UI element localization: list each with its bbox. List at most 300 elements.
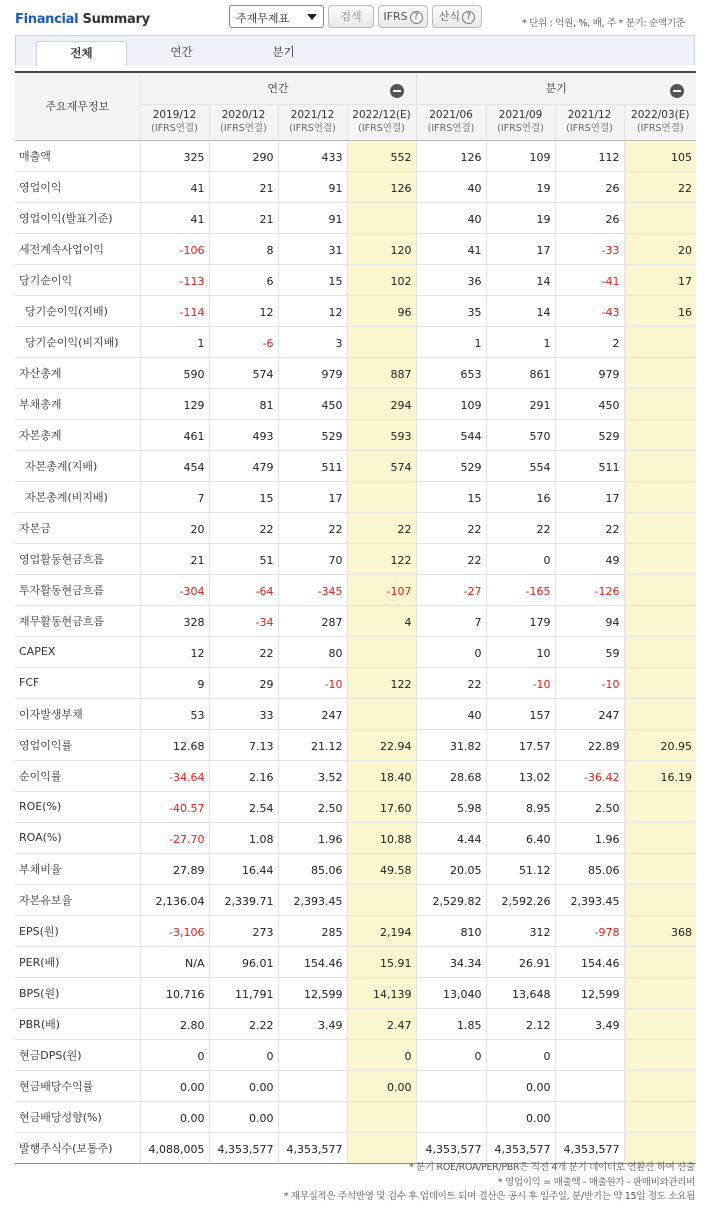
table-cell: 15: [278, 264, 347, 295]
table-cell: [347, 1132, 416, 1163]
table-cell: [624, 698, 696, 729]
table-cell: 27.89: [140, 853, 209, 884]
help-circle-icon: ?: [462, 11, 475, 24]
table-cell: 22: [416, 543, 486, 574]
table-cell: 112: [555, 140, 624, 171]
table-cell: [624, 202, 696, 233]
table-row: [15, 295, 696, 326]
table-cell: 2,339.71: [209, 884, 278, 915]
table-row: [15, 884, 696, 915]
table-cell: -345: [278, 574, 347, 605]
row-label: 자본총계(지배): [15, 450, 140, 481]
table-cell: 154.46: [555, 946, 624, 977]
table-cell: 22: [555, 512, 624, 543]
table-cell: 22.89: [555, 729, 624, 760]
table-cell: 4.44: [416, 822, 486, 853]
table-cell: [624, 1070, 696, 1101]
table-cell: [347, 481, 416, 512]
table-cell: [624, 481, 696, 512]
row-label: 영업활동현금흐름: [15, 543, 140, 574]
table-cell: 12: [278, 295, 347, 326]
table-row: [15, 326, 696, 357]
quarter-group-header: [416, 72, 696, 104]
table-cell: 1.08: [209, 822, 278, 853]
table-cell: 35: [416, 295, 486, 326]
table-cell: 19: [486, 202, 555, 233]
table-cell: 40: [416, 171, 486, 202]
table-cell: [347, 884, 416, 915]
table-row: [15, 202, 696, 233]
table-cell: [624, 1039, 696, 1070]
column-basis: (IFRS연결): [220, 123, 267, 134]
table-cell: 7: [140, 481, 209, 512]
table-cell: 10: [486, 636, 555, 667]
table-row: [15, 512, 696, 543]
table-cell: 2.54: [209, 791, 278, 822]
table-row: [15, 853, 696, 884]
table-cell: 70: [278, 543, 347, 574]
row-label: 발행주식수(보통주): [15, 1132, 140, 1163]
table-cell: -34: [209, 605, 278, 636]
row-label: 당기순이익: [15, 264, 140, 295]
table-row: [15, 915, 696, 946]
table-cell: -34.64: [140, 760, 209, 791]
table-cell: 21: [209, 202, 278, 233]
table-cell: 544: [416, 419, 486, 450]
table-cell: 529: [278, 419, 347, 450]
table-cell: 12: [209, 295, 278, 326]
row-label: BPS(원): [15, 977, 140, 1008]
table-cell: 1.96: [555, 822, 624, 853]
formula-label: 산식: [438, 10, 461, 23]
column-date: 2022/12(E): [352, 109, 411, 121]
column-basis: (IFRS연결): [289, 123, 336, 134]
table-cell: 15: [209, 481, 278, 512]
row-label: 자본총계: [15, 419, 140, 450]
table-cell: 20.95: [624, 729, 696, 760]
footnote: * 재무실적은 주석반영 및 검수 후 업데이트 되며 결산은 공시 후 일주일, 분/반기는 약 15일 정도 소요됨: [283, 1191, 695, 1202]
column-basis: (IFRS연결): [151, 123, 198, 134]
table-row: [15, 605, 696, 636]
row-label: ROE(%): [15, 791, 140, 822]
table-cell: [347, 636, 416, 667]
table-cell: 12.68: [140, 729, 209, 760]
row-label: 현금배당성향(%): [15, 1101, 140, 1132]
table-cell: 96: [347, 295, 416, 326]
table-cell: 4,353,577: [416, 1132, 486, 1163]
table-cell: -41: [555, 264, 624, 295]
table-cell: 40: [416, 202, 486, 233]
footnotes: [284, 1161, 695, 1205]
table-cell: 2.50: [555, 791, 624, 822]
table-cell: 31: [278, 233, 347, 264]
column-header: [555, 104, 624, 140]
search-button[interactable]: 검색: [328, 5, 374, 28]
table-cell: 85.06: [278, 853, 347, 884]
table-cell: 36: [416, 264, 486, 295]
header: [0, 0, 706, 34]
table-cell: [347, 202, 416, 233]
table-cell: 3: [278, 326, 347, 357]
table-cell: [555, 1070, 624, 1101]
table-cell: 1: [140, 326, 209, 357]
unit-note: * 단위 : 억원, %, 배, 주 * 분기: 순액기준: [522, 18, 685, 29]
table-row: [15, 450, 696, 481]
column-date: 2021/12: [290, 109, 335, 121]
table-cell: 0.00: [209, 1101, 278, 1132]
table-cell: 574: [347, 450, 416, 481]
table-cell: 2.12: [486, 1008, 555, 1039]
table-cell: [624, 450, 696, 481]
table-cell: 17.60: [347, 791, 416, 822]
ifrs-label: IFRS: [383, 10, 408, 23]
formula-help-button[interactable]: [432, 5, 482, 28]
table-cell: 4,353,577: [486, 1132, 555, 1163]
row-label: 재무활동현금흐름: [15, 605, 140, 636]
table-cell: 0.00: [140, 1101, 209, 1132]
table-cell: 325: [140, 140, 209, 171]
tab-annual[interactable]: 연간: [170, 45, 193, 59]
table-cell: [624, 326, 696, 357]
table-cell: 861: [486, 357, 555, 388]
table-cell: 26: [555, 171, 624, 202]
table-cell: [416, 1101, 486, 1132]
table-cell: 287: [278, 605, 347, 636]
row-label: 당기순이익(비지배): [15, 326, 140, 357]
table-cell: 3.49: [555, 1008, 624, 1039]
table-cell: 0.00: [140, 1070, 209, 1101]
table-cell: [416, 1070, 486, 1101]
financial-summary-table: [15, 71, 696, 1164]
table-row: [15, 171, 696, 202]
table-row: [15, 636, 696, 667]
table-cell: 570: [486, 419, 555, 450]
table-cell: 41: [416, 233, 486, 264]
table-cell: 179: [486, 605, 555, 636]
table-cell: 34.34: [416, 946, 486, 977]
table-cell: 12,599: [278, 977, 347, 1008]
table-row: [15, 946, 696, 977]
table-cell: 0: [209, 1039, 278, 1070]
page-title: [15, 12, 150, 27]
column-basis: (IFRS연결): [358, 123, 405, 134]
table-cell: 14,139: [347, 977, 416, 1008]
table-cell: [624, 388, 696, 419]
table-cell: 12: [140, 636, 209, 667]
table-cell: 22: [347, 512, 416, 543]
column-header: [486, 104, 555, 140]
table-cell: 4,353,577: [209, 1132, 278, 1163]
annual-group-header: [140, 72, 416, 104]
table-cell: 8.95: [486, 791, 555, 822]
table-cell: -36.42: [555, 760, 624, 791]
table-cell: 94: [555, 605, 624, 636]
table-row: [15, 760, 696, 791]
table-cell: 21: [140, 543, 209, 574]
row-label: 현금배당수익률: [15, 1070, 140, 1101]
table-cell: 126: [416, 140, 486, 171]
table-cell: 2,393.45: [278, 884, 347, 915]
table-row: [15, 1070, 696, 1101]
table-cell: 22: [416, 667, 486, 698]
table-cell: [624, 605, 696, 636]
table-row: [15, 822, 696, 853]
table-cell: 109: [416, 388, 486, 419]
row-label: 자본금: [15, 512, 140, 543]
table-cell: 19: [486, 171, 555, 202]
column-header: [140, 104, 209, 140]
table-cell: 3.49: [278, 1008, 347, 1039]
table-row: [15, 543, 696, 574]
table-cell: 21: [209, 171, 278, 202]
table-cell: 590: [140, 357, 209, 388]
table-cell: -10: [278, 667, 347, 698]
table-cell: 129: [140, 388, 209, 419]
table-cell: [624, 1132, 696, 1163]
table-cell: 979: [555, 357, 624, 388]
table-cell: [555, 1039, 624, 1070]
column-date: 2021/12: [567, 109, 612, 121]
table-cell: 290: [209, 140, 278, 171]
table-cell: 122: [347, 667, 416, 698]
table-cell: 2,136.04: [140, 884, 209, 915]
column-date: 2021/09: [498, 109, 543, 121]
ifrs-help-button[interactable]: [378, 5, 428, 28]
table-cell: 120: [347, 233, 416, 264]
row-label-header: 주요재무정보: [15, 72, 140, 140]
table-cell: 0: [347, 1039, 416, 1070]
table-cell: 17.57: [486, 729, 555, 760]
table-cell: [624, 543, 696, 574]
table-cell: 552: [347, 140, 416, 171]
table-cell: [278, 1070, 347, 1101]
collapse-minus-icon[interactable]: [390, 84, 404, 98]
row-label: 세전계속사업이익: [15, 233, 140, 264]
column-header: [347, 104, 416, 140]
help-circle-icon: ?: [410, 11, 423, 24]
footnote: * 분기 ROE/ROA/PER/PBR은 직전 4개 분기 데이터로 연환산 하여 산출: [408, 1162, 695, 1173]
table-cell: 59: [555, 636, 624, 667]
table-cell: -6: [209, 326, 278, 357]
table-cell: 0: [486, 543, 555, 574]
table-cell: 41: [140, 202, 209, 233]
row-label: 현금DPS(원): [15, 1039, 140, 1070]
column-basis: (IFRS연결): [427, 123, 475, 134]
table-cell: 18.40: [347, 760, 416, 791]
table-cell: 454: [140, 450, 209, 481]
table-cell: 20: [624, 233, 696, 264]
table-cell: 154.46: [278, 946, 347, 977]
table-cell: 2.80: [140, 1008, 209, 1039]
column-date: 2021/06: [429, 109, 473, 121]
table-cell: [624, 419, 696, 450]
table-cell: [347, 698, 416, 729]
column-header: [278, 104, 347, 140]
table-cell: 22: [209, 512, 278, 543]
table-cell: -64: [209, 574, 278, 605]
table-cell: 10,716: [140, 977, 209, 1008]
table-cell: [624, 574, 696, 605]
table-cell: -10: [555, 667, 624, 698]
table-row: [15, 1008, 696, 1039]
table-cell: 20.05: [416, 853, 486, 884]
quarter-group-label: 분기: [545, 82, 567, 96]
tab-quarter[interactable]: 분기: [272, 45, 295, 59]
table-cell: [624, 512, 696, 543]
table-cell: 2,529.82: [416, 884, 486, 915]
row-label: CAPEX: [15, 636, 140, 667]
row-label: 부채총계: [15, 388, 140, 419]
table-cell: 16.19: [624, 760, 696, 791]
table-cell: 574: [209, 357, 278, 388]
table-row: [15, 1101, 696, 1132]
table-row: [15, 698, 696, 729]
table-cell: [624, 667, 696, 698]
table-row: [15, 977, 696, 1008]
table-cell: 15.91: [347, 946, 416, 977]
table-cell: 102: [347, 264, 416, 295]
table-cell: 109: [486, 140, 555, 171]
table-cell: 22: [486, 512, 555, 543]
table-cell: 2,393.45: [555, 884, 624, 915]
table-cell: 22: [624, 171, 696, 202]
table-cell: N/A: [140, 946, 209, 977]
table-row: [15, 791, 696, 822]
table-cell: 11,791: [209, 977, 278, 1008]
table-cell: 31.82: [416, 729, 486, 760]
table-cell: 0: [416, 636, 486, 667]
table-cell: -114: [140, 295, 209, 326]
table-cell: 0.00: [347, 1070, 416, 1101]
table-cell: 461: [140, 419, 209, 450]
table-cell: 810: [416, 915, 486, 946]
table-row: [15, 388, 696, 419]
table-cell: 17: [486, 233, 555, 264]
table-row: [15, 574, 696, 605]
table-cell: 1: [416, 326, 486, 357]
table-cell: [555, 1101, 624, 1132]
table-cell: 5.98: [416, 791, 486, 822]
column-date: 2019/12: [152, 109, 197, 121]
table-cell: 41: [140, 171, 209, 202]
table-cell: -126: [555, 574, 624, 605]
table-cell: 979: [278, 357, 347, 388]
table-cell: 4,353,577: [555, 1132, 624, 1163]
table-cell: -27: [416, 574, 486, 605]
column-header: [624, 104, 696, 140]
table-cell: 51: [209, 543, 278, 574]
column-date: 2020/12: [221, 109, 266, 121]
table-row: [15, 264, 696, 295]
column-basis: (IFRS연결): [497, 123, 544, 134]
footnote: * 영업이익 = 매출액 - 매출원가 - 판매비와관리비: [497, 1176, 695, 1188]
table-cell: 1.96: [278, 822, 347, 853]
table-cell: 85.06: [555, 853, 624, 884]
table-cell: [624, 1008, 696, 1039]
table-row: [15, 419, 696, 450]
table-cell: 29: [209, 667, 278, 698]
row-label: 투자활동현금흐름: [15, 574, 140, 605]
table-cell: 21.12: [278, 729, 347, 760]
table-cell: 479: [209, 450, 278, 481]
table-cell: 2,194: [347, 915, 416, 946]
table-cell: 10.88: [347, 822, 416, 853]
table-cell: -33: [555, 233, 624, 264]
table-cell: 33: [209, 698, 278, 729]
row-label: PER(배): [15, 946, 140, 977]
table-cell: 1.85: [416, 1008, 486, 1039]
table-cell: 0: [416, 1039, 486, 1070]
table-cell: 17: [624, 264, 696, 295]
table-cell: 2.22: [209, 1008, 278, 1039]
collapse-minus-icon[interactable]: [670, 84, 684, 98]
table-cell: -10: [486, 667, 555, 698]
row-label: 순이익률: [15, 760, 140, 791]
table-cell: 450: [555, 388, 624, 419]
table-cell: -113: [140, 264, 209, 295]
row-label: 매출액: [15, 140, 140, 171]
row-label: 자산총계: [15, 357, 140, 388]
column-basis: (IFRS연결): [566, 123, 613, 134]
table-cell: [278, 1101, 347, 1132]
table-cell: 105: [624, 140, 696, 171]
table-cell: 9: [140, 667, 209, 698]
table-cell: 6.40: [486, 822, 555, 853]
table-cell: 157: [486, 698, 555, 729]
table-cell: -3,106: [140, 915, 209, 946]
table-cell: 49: [555, 543, 624, 574]
row-label: 부채비율: [15, 853, 140, 884]
row-label: EPS(원): [15, 915, 140, 946]
table-cell: [347, 326, 416, 357]
row-label: 영업이익률: [15, 729, 140, 760]
table-cell: 51.12: [486, 853, 555, 884]
table-cell: 529: [555, 419, 624, 450]
table-cell: 22.94: [347, 729, 416, 760]
table-cell: 273: [209, 915, 278, 946]
period-tabs: [15, 35, 695, 65]
table-cell: 53: [140, 698, 209, 729]
column-date: 2022/03(E): [631, 109, 690, 121]
table-cell: 80: [278, 636, 347, 667]
table-row: [15, 1132, 696, 1163]
table-cell: -165: [486, 574, 555, 605]
table-row: [15, 1039, 696, 1070]
table-cell: 3.52: [278, 760, 347, 791]
table-cell: 6: [209, 264, 278, 295]
chevron-down-icon: [307, 14, 317, 20]
table-cell: [624, 357, 696, 388]
table-cell: 312: [486, 915, 555, 946]
table-cell: 4,088,005: [140, 1132, 209, 1163]
column-basis: (IFRS연결): [636, 123, 684, 134]
table-row: [15, 667, 696, 698]
tab-all[interactable]: 전체: [36, 41, 127, 66]
table-cell: 13,040: [416, 977, 486, 1008]
table-cell: 4,353,577: [278, 1132, 347, 1163]
table-cell: 511: [278, 450, 347, 481]
table-row: [15, 357, 696, 388]
table-cell: 2,592.26: [486, 884, 555, 915]
table-cell: 0.00: [486, 1101, 555, 1132]
table-cell: 22: [416, 512, 486, 543]
table-cell: 26: [555, 202, 624, 233]
statement-type-select[interactable]: [229, 5, 324, 28]
table-cell: [624, 977, 696, 1008]
table-cell: -40.57: [140, 791, 209, 822]
table-cell: 2.16: [209, 760, 278, 791]
table-cell: [347, 1101, 416, 1132]
